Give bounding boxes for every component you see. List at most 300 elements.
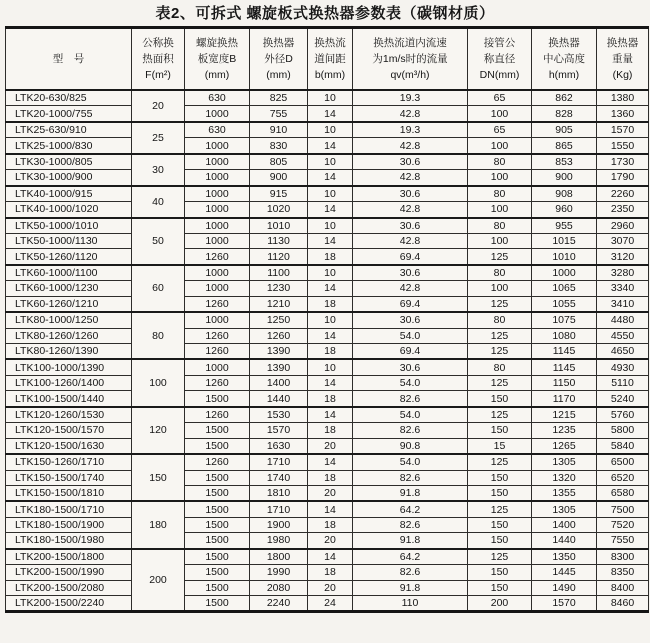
cell-dn: 80	[468, 359, 532, 375]
cell-height: 1015	[532, 233, 597, 248]
cell-flow: 42.8	[353, 170, 468, 186]
cell-spacing: 14	[308, 106, 353, 122]
cell-flow: 42.8	[353, 233, 468, 248]
cell-height: 908	[532, 186, 597, 202]
cell-plate-width: 1500	[185, 533, 250, 549]
cell-model: LTK100-1000/1390	[6, 359, 132, 375]
cell-height: 1170	[532, 391, 597, 407]
cell-flow: 30.6	[353, 218, 468, 234]
cell-model: LTK100-1500/1440	[6, 391, 132, 407]
cell-dn: 80	[468, 218, 532, 234]
column-header-model	[6, 28, 132, 91]
cell-spacing: 14	[308, 549, 353, 565]
column-header-line: 中心高度	[543, 52, 585, 65]
cell-flow: 82.6	[353, 470, 468, 485]
cell-dn: 80	[468, 265, 532, 281]
cell-dn: 80	[468, 186, 532, 202]
column-header-nominal-area	[132, 28, 185, 91]
column-header-line: DN(mm)	[479, 69, 520, 82]
cell-weight: 1550	[597, 138, 649, 154]
cell-spacing: 18	[308, 249, 353, 265]
table-header	[6, 28, 649, 91]
cell-outer-d: 910	[250, 122, 308, 138]
cell-weight: 5110	[597, 375, 649, 390]
cell-height: 862	[532, 90, 597, 106]
table-row	[6, 407, 649, 423]
cell-plate-width: 1260	[185, 296, 250, 312]
cell-weight: 2960	[597, 218, 649, 234]
table-row	[6, 501, 649, 517]
table-row	[6, 281, 649, 296]
cell-dn: 80	[468, 312, 532, 328]
cell-plate-width: 1000	[185, 359, 250, 375]
cell-height: 828	[532, 106, 597, 122]
cell-height: 1055	[532, 296, 597, 312]
cell-height: 1445	[532, 565, 597, 580]
cell-outer-d: 1980	[250, 533, 308, 549]
table-row	[6, 154, 649, 170]
cell-height: 1235	[532, 423, 597, 438]
cell-dn: 150	[468, 423, 532, 438]
cell-weight: 5760	[597, 407, 649, 423]
table-row	[6, 375, 649, 390]
cell-spacing: 18	[308, 296, 353, 312]
cell-height: 1080	[532, 328, 597, 343]
cell-plate-width: 1500	[185, 580, 250, 595]
table-row	[6, 517, 649, 532]
cell-plate-width: 1000	[185, 233, 250, 248]
table-row	[6, 312, 649, 328]
cell-plate-width: 630	[185, 122, 250, 138]
cell-weight: 1730	[597, 154, 649, 170]
cell-nominal-area: 80	[132, 312, 185, 359]
cell-plate-width: 1260	[185, 407, 250, 423]
cell-outer-d: 825	[250, 90, 308, 106]
cell-spacing: 18	[308, 565, 353, 580]
cell-plate-width: 1000	[185, 312, 250, 328]
cell-model: LTK180-1500/1710	[6, 501, 132, 517]
column-header-line: h(mm)	[548, 69, 580, 82]
cell-outer-d: 1990	[250, 565, 308, 580]
cell-plate-width: 1000	[185, 154, 250, 170]
cell-spacing: 14	[308, 138, 353, 154]
cell-outer-d: 1130	[250, 233, 308, 248]
cell-model: LTK50-1000/1130	[6, 233, 132, 248]
cell-flow: 69.4	[353, 296, 468, 312]
cell-dn: 100	[468, 281, 532, 296]
cell-model: LTK60-1000/1100	[6, 265, 132, 281]
cell-flow: 82.6	[353, 565, 468, 580]
cell-outer-d: 1710	[250, 501, 308, 517]
cell-flow: 30.6	[353, 186, 468, 202]
cell-model: LTK120-1500/1570	[6, 423, 132, 438]
cell-model: LTK150-1500/1810	[6, 485, 132, 501]
cell-dn: 125	[468, 344, 532, 360]
table-row	[6, 423, 649, 438]
cell-spacing: 24	[308, 596, 353, 612]
cell-model: LTK40-1000/915	[6, 186, 132, 202]
cell-plate-width: 1500	[185, 596, 250, 612]
cell-weight: 5840	[597, 438, 649, 454]
cell-spacing: 18	[308, 423, 353, 438]
cell-flow: 69.4	[353, 249, 468, 265]
cell-dn: 125	[468, 375, 532, 390]
cell-spacing: 18	[308, 391, 353, 407]
cell-plate-width: 1260	[185, 328, 250, 343]
table-row	[6, 454, 649, 470]
cell-spacing: 10	[308, 265, 353, 281]
cell-flow: 42.8	[353, 202, 468, 218]
cell-dn: 200	[468, 596, 532, 612]
cell-plate-width: 1500	[185, 517, 250, 532]
cell-plate-width: 1500	[185, 391, 250, 407]
cell-spacing: 20	[308, 485, 353, 501]
column-header-line: 接管公	[483, 36, 516, 49]
cell-outer-d: 1020	[250, 202, 308, 218]
table-row	[6, 202, 649, 218]
cell-outer-d: 900	[250, 170, 308, 186]
cell-nominal-area: 180	[132, 501, 185, 548]
cell-plate-width: 1000	[185, 106, 250, 122]
cell-dn: 125	[468, 249, 532, 265]
cell-nominal-area: 200	[132, 549, 185, 612]
cell-spacing: 10	[308, 154, 353, 170]
cell-nominal-area: 150	[132, 454, 185, 501]
cell-model: LTK20-1000/755	[6, 106, 132, 122]
cell-spacing: 14	[308, 328, 353, 343]
column-header-line: 板宽度B	[197, 52, 237, 65]
cell-outer-d: 1810	[250, 485, 308, 501]
cell-spacing: 14	[308, 454, 353, 470]
cell-outer-d: 1210	[250, 296, 308, 312]
cell-height: 1355	[532, 485, 597, 501]
cell-outer-d: 1740	[250, 470, 308, 485]
cell-height: 1305	[532, 454, 597, 470]
cell-model: LTK100-1260/1400	[6, 375, 132, 390]
cell-weight: 2350	[597, 202, 649, 218]
table-row	[6, 565, 649, 580]
cell-height: 865	[532, 138, 597, 154]
cell-flow: 82.6	[353, 391, 468, 407]
cell-dn: 150	[468, 470, 532, 485]
cell-outer-d: 1390	[250, 359, 308, 375]
cell-outer-d: 1900	[250, 517, 308, 532]
column-header-line: qv(m³/h)	[390, 69, 430, 82]
heat-exchanger-parameter-table	[5, 26, 649, 613]
cell-spacing: 14	[308, 233, 353, 248]
table-row	[6, 391, 649, 407]
cell-flow: 64.2	[353, 549, 468, 565]
column-header-line: 换热器	[262, 36, 295, 49]
cell-spacing: 14	[308, 170, 353, 186]
column-header-channel-spacing	[308, 28, 353, 91]
cell-height: 1440	[532, 533, 597, 549]
column-header-line: 热面积	[142, 52, 174, 65]
table-row	[6, 485, 649, 501]
cell-outer-d: 1010	[250, 218, 308, 234]
cell-flow: 91.8	[353, 580, 468, 595]
cell-weight: 8300	[597, 549, 649, 565]
cell-plate-width: 1260	[185, 249, 250, 265]
cell-dn: 65	[468, 90, 532, 106]
cell-model: LTK120-1260/1530	[6, 407, 132, 423]
cell-model: LTK60-1000/1230	[6, 281, 132, 296]
cell-outer-d: 1120	[250, 249, 308, 265]
cell-spacing: 18	[308, 517, 353, 532]
cell-flow: 42.8	[353, 138, 468, 154]
cell-flow: 42.8	[353, 281, 468, 296]
cell-dn: 150	[468, 580, 532, 595]
table-row	[6, 296, 649, 312]
column-header-line: b(mm)	[314, 69, 346, 82]
column-header-line: (Kg)	[612, 69, 633, 82]
cell-dn: 125	[468, 296, 532, 312]
cell-dn: 125	[468, 454, 532, 470]
column-header-line: 换热器	[606, 36, 639, 49]
cell-plate-width: 1500	[185, 470, 250, 485]
cell-model: LTK20-630/825	[6, 90, 132, 106]
cell-height: 1265	[532, 438, 597, 454]
cell-height: 955	[532, 218, 597, 234]
cell-model: LTK200-1500/2240	[6, 596, 132, 612]
cell-weight: 1790	[597, 170, 649, 186]
cell-spacing: 14	[308, 375, 353, 390]
cell-weight: 1380	[597, 90, 649, 106]
cell-model: LTK30-1000/900	[6, 170, 132, 186]
column-header-plate-width	[185, 28, 250, 91]
cell-dn: 125	[468, 549, 532, 565]
cell-spacing: 10	[308, 312, 353, 328]
cell-weight: 3410	[597, 296, 649, 312]
cell-weight: 3070	[597, 233, 649, 248]
table-row	[6, 233, 649, 248]
cell-dn: 125	[468, 407, 532, 423]
table-row	[6, 470, 649, 485]
cell-height: 905	[532, 122, 597, 138]
cell-plate-width: 1500	[185, 438, 250, 454]
cell-plate-width: 1500	[185, 423, 250, 438]
cell-plate-width: 1000	[185, 170, 250, 186]
cell-flow: 54.0	[353, 328, 468, 343]
cell-model: LTK40-1000/1020	[6, 202, 132, 218]
cell-flow: 19.3	[353, 122, 468, 138]
cell-weight: 5240	[597, 391, 649, 407]
cell-height: 1400	[532, 517, 597, 532]
cell-dn: 65	[468, 122, 532, 138]
cell-model: LTK180-1500/1900	[6, 517, 132, 532]
column-header-line: 换热流道内流速	[373, 36, 447, 49]
cell-nominal-area: 120	[132, 407, 185, 454]
cell-outer-d: 1570	[250, 423, 308, 438]
cell-spacing: 10	[308, 359, 353, 375]
cell-flow: 69.4	[353, 344, 468, 360]
cell-dn: 100	[468, 106, 532, 122]
cell-plate-width: 1000	[185, 202, 250, 218]
cell-dn: 100	[468, 202, 532, 218]
cell-weight: 2260	[597, 186, 649, 202]
column-header-line: F(m²)	[145, 69, 171, 82]
table-body	[6, 90, 649, 612]
cell-plate-width: 1260	[185, 454, 250, 470]
cell-height: 1000	[532, 265, 597, 281]
cell-weight: 3280	[597, 265, 649, 281]
cell-weight: 3340	[597, 281, 649, 296]
cell-height: 960	[532, 202, 597, 218]
cell-plate-width: 1500	[185, 501, 250, 517]
cell-weight: 4650	[597, 344, 649, 360]
cell-dn: 80	[468, 154, 532, 170]
table-row	[6, 438, 649, 454]
cell-model: LTK120-1500/1630	[6, 438, 132, 454]
cell-plate-width: 1000	[185, 265, 250, 281]
cell-plate-width: 1260	[185, 344, 250, 360]
cell-dn: 100	[468, 138, 532, 154]
cell-model: LTK200-1500/2080	[6, 580, 132, 595]
cell-weight: 7520	[597, 517, 649, 532]
column-header-flow-rate	[353, 28, 468, 91]
table-row	[6, 138, 649, 154]
cell-spacing: 10	[308, 218, 353, 234]
cell-spacing: 20	[308, 438, 353, 454]
table-row	[6, 549, 649, 565]
cell-flow: 110	[353, 596, 468, 612]
cell-dn: 150	[468, 517, 532, 532]
column-header-line: 道间距	[314, 52, 346, 65]
cell-outer-d: 1530	[250, 407, 308, 423]
cell-weight: 3120	[597, 249, 649, 265]
cell-model: LTK60-1260/1210	[6, 296, 132, 312]
cell-weight: 1360	[597, 106, 649, 122]
cell-plate-width: 1000	[185, 281, 250, 296]
cell-flow: 90.8	[353, 438, 468, 454]
cell-weight: 1570	[597, 122, 649, 138]
cell-spacing: 10	[308, 90, 353, 106]
cell-height: 1075	[532, 312, 597, 328]
cell-plate-width: 1260	[185, 375, 250, 390]
cell-outer-d: 1260	[250, 328, 308, 343]
cell-model: LTK80-1260/1390	[6, 344, 132, 360]
cell-weight: 6580	[597, 485, 649, 501]
cell-height: 900	[532, 170, 597, 186]
cell-nominal-area: 25	[132, 122, 185, 154]
cell-nominal-area: 60	[132, 265, 185, 312]
cell-flow: 54.0	[353, 454, 468, 470]
cell-weight: 8400	[597, 580, 649, 595]
cell-outer-d: 1100	[250, 265, 308, 281]
cell-flow: 30.6	[353, 154, 468, 170]
cell-height: 1570	[532, 596, 597, 612]
cell-plate-width: 630	[185, 90, 250, 106]
cell-height: 1490	[532, 580, 597, 595]
cell-height: 1010	[532, 249, 597, 265]
table-row	[6, 359, 649, 375]
cell-dn: 100	[468, 170, 532, 186]
table-row	[6, 106, 649, 122]
cell-flow: 91.8	[353, 485, 468, 501]
table-row	[6, 533, 649, 549]
header-row	[6, 28, 649, 91]
cell-spacing: 14	[308, 202, 353, 218]
cell-flow: 30.6	[353, 265, 468, 281]
column-header-line: 为1m/s时的流量	[372, 52, 448, 65]
table-row	[6, 596, 649, 612]
cell-flow: 91.8	[353, 533, 468, 549]
cell-weight: 6500	[597, 454, 649, 470]
cell-flow: 30.6	[353, 359, 468, 375]
cell-nominal-area: 100	[132, 359, 185, 406]
cell-model: LTK50-1260/1120	[6, 249, 132, 265]
column-header-line: 换热器	[548, 36, 580, 49]
cell-plate-width: 1500	[185, 485, 250, 501]
table-row	[6, 218, 649, 234]
cell-outer-d: 915	[250, 186, 308, 202]
cell-height: 1320	[532, 470, 597, 485]
column-header-center-height	[532, 28, 597, 91]
cell-model: LTK25-630/910	[6, 122, 132, 138]
cell-outer-d: 1390	[250, 344, 308, 360]
cell-model: LTK50-1000/1010	[6, 218, 132, 234]
column-header-line: (mm)	[204, 69, 230, 82]
column-header-line: 称直径	[483, 52, 516, 65]
cell-dn: 150	[468, 485, 532, 501]
column-header-line: 公称换	[142, 36, 174, 49]
table-row	[6, 328, 649, 343]
cell-outer-d: 1230	[250, 281, 308, 296]
column-header-line: 外径D	[264, 52, 293, 65]
cell-height: 1150	[532, 375, 597, 390]
cell-weight: 7500	[597, 501, 649, 517]
table-row	[6, 186, 649, 202]
cell-spacing: 18	[308, 344, 353, 360]
column-header-line: 螺旋换热	[196, 36, 238, 49]
cell-dn: 150	[468, 565, 532, 580]
cell-dn: 100	[468, 233, 532, 248]
cell-height: 1215	[532, 407, 597, 423]
cell-outer-d: 2240	[250, 596, 308, 612]
table-row	[6, 580, 649, 595]
cell-weight: 6520	[597, 470, 649, 485]
cell-flow: 54.0	[353, 375, 468, 390]
column-header-outer-diameter	[250, 28, 308, 91]
cell-outer-d: 1710	[250, 454, 308, 470]
table-row	[6, 170, 649, 186]
cell-nominal-area: 40	[132, 186, 185, 218]
cell-model: LTK150-1260/1710	[6, 454, 132, 470]
cell-dn: 15	[468, 438, 532, 454]
cell-model: LTK80-1000/1250	[6, 312, 132, 328]
cell-height: 1145	[532, 344, 597, 360]
cell-outer-d: 830	[250, 138, 308, 154]
cell-outer-d: 1800	[250, 549, 308, 565]
cell-height: 853	[532, 154, 597, 170]
cell-weight: 8350	[597, 565, 649, 580]
cell-weight: 4930	[597, 359, 649, 375]
table-title: 表2、可拆式 螺旋板式换热器参数表（碳钢材质）	[155, 5, 495, 22]
table-row	[6, 90, 649, 106]
cell-height: 1065	[532, 281, 597, 296]
cell-spacing: 20	[308, 580, 353, 595]
cell-outer-d: 755	[250, 106, 308, 122]
cell-spacing: 20	[308, 533, 353, 549]
cell-flow: 19.3	[353, 90, 468, 106]
cell-nominal-area: 50	[132, 218, 185, 265]
cell-spacing: 14	[308, 281, 353, 296]
cell-plate-width: 1000	[185, 218, 250, 234]
cell-height: 1145	[532, 359, 597, 375]
cell-spacing: 10	[308, 122, 353, 138]
cell-nominal-area: 20	[132, 90, 185, 122]
cell-weight: 8460	[597, 596, 649, 612]
